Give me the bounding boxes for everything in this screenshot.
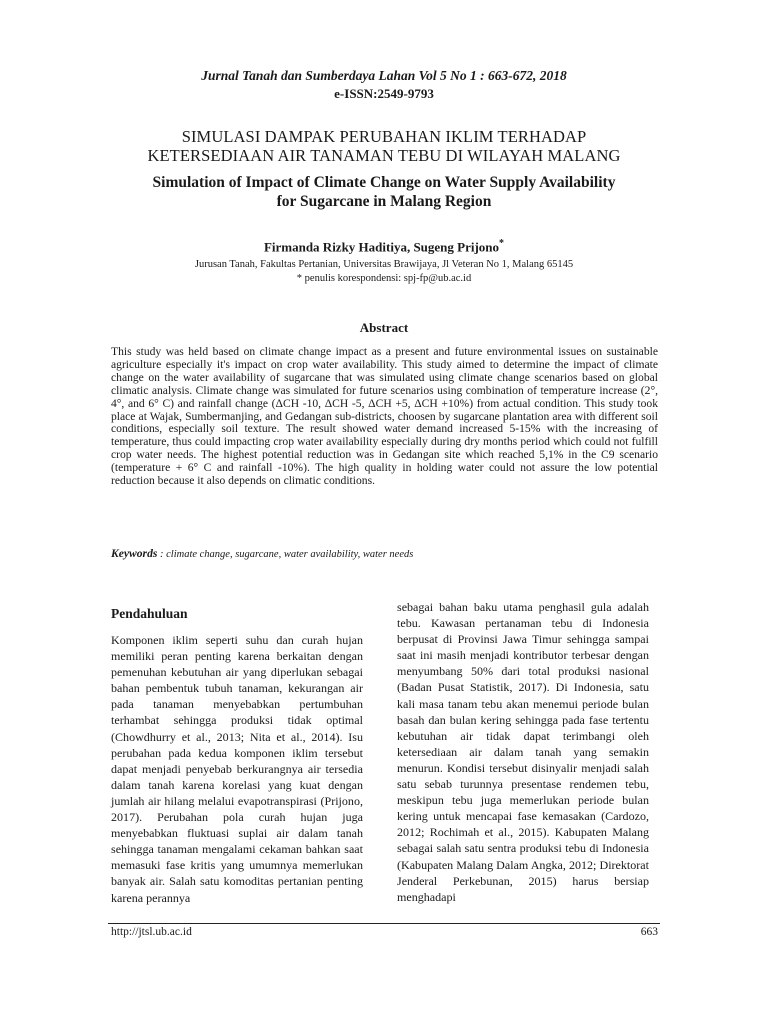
keywords-values: : climate change, sugarcane, water availability, water needs: [157, 549, 414, 560]
title-english-line-2: for Sugarcane in Malang Region: [276, 193, 492, 210]
author-names-text: Firmanda Rizky Haditiya, Sugeng Prijono: [263, 239, 500, 255]
title-english-line-1: Simulation of Impact of Climate Change on Water Supply Availability: [152, 174, 616, 191]
corresponding-marker: *: [499, 238, 505, 249]
title-indonesian-line-1: SIMULASI DAMPAK PERUBAHAN IKLIM TERHADAP: [181, 127, 587, 146]
abstract-text: This study was held based on climate change impact as a present and future environmental issues on sustainable agriculture especially it's impact on crop water availability. This study aimed to determine the impact of climate change on the water availability of sugarcane that was simulated using climate change scenarios based on global climatic analysis. Climate change was simulated for future scenarios using combination of temperature increase (2°, 4°, and 6° C) and rainfall change (ΔCH -10, ΔCH -5, ΔCH +5, ΔCH +10%) from actual condition. This study took place at Wajak, Sumbermanjing, and Gedangan sub-districts, choosen by sugarcane plantation area with different soil conditions, especially soil texture. The result showed water demand increased 5-15% with the increasing of temperature, thus could impacting crop water availability especially during dry months period which could not fulfill crop water needs. The highest potential reduction was in Gedangan site which reached 5,1% in the C9 scenario (temperature + 6° C and rainfall -10%). The high quality in holding water could not assure the low potential reduction because it also depends on climatic conditions.: [111, 345, 658, 488]
issn: e-ISSN:2549-9793: [334, 86, 434, 101]
section-heading-pendahuluan: Pendahuluan: [111, 606, 188, 621]
author-names: [0, 238, 768, 255]
keywords-line: [111, 547, 658, 560]
journal-citation: Jurnal Tanah dan Sumberdaya Lahan Vol 5 No 1 : 663-672, 2018: [201, 68, 567, 83]
body-left-column: Komponen iklim seperti suhu dan curah hujan memiliki peran penting karena berkaitan dengan pemenuhan kebutuhan air yang diperlukan sebagai bahan pembentuk tubuh tanaman, kekurangan air pada tanaman menyebabkan pertumbuhan terhambat sehingga produksi tidak optimal (Chowdhurry et al., 2013; Nita et al., 2014). Isu perubahan pada kedua komponen iklim tersebut dapat menjadi penyebab berkurangnya air tersedia dalam tanah karena korelasi yang kuat dengan jumlah air hilang melalui evapotranspirasi (Prijono, 2017). Perubahan pola curah hujan juga menyebabkan fluktuasi suplai air dalam tanah sehingga tanaman mengalami cekaman bahkan saat memasuki fase kritis yang umumnya memerlukan banyak air. Salah satu komoditas pertanian penting karena perannya: [111, 633, 363, 905]
correspondence-email: * penulis korespondensi: spj-fp@ub.ac.id: [296, 273, 472, 284]
keywords-label: Keywords: [111, 547, 158, 560]
page-number: 663: [640, 926, 658, 938]
footer-divider: [108, 923, 660, 924]
abstract-heading: Abstract: [359, 320, 409, 335]
footer-url[interactable]: http://jtsl.ub.ac.id: [111, 926, 192, 938]
affiliation: Jurusan Tanah, Fakultas Pertanian, Universitas Brawijaya, Jl Veteran No 1, Malang 65145: [194, 259, 574, 270]
body-right-column: sebagai bahan baku utama penghasil gula adalah tebu. Kawasan pertanaman tebu di Indonesia berpusat di Provinsi Jawa Timur sehingga sampai saat ini masih menjadi kontributor terbesar dengan menyumbang 50% dari total produksi nasional (Badan Pusat Statistik, 2017). Di Indonesia, satu kali masa tanam tebu akan menemui periode bulan basah dan bulan kering sehingga pada fase tertentu kebutuhan air tidak dapat terimbangi oleh ketersediaan air dalam tanah yang semakin menurun. Kondisi tersebut disinyalir menjadi salah satu sebab turunnya presentase rendemen tebu, meskipun tebu juga memerlukan periode bulan kering untuk mencapai fase kemasakan (Cardozo, 2012; Rochimah et al., 2015). Kabupaten Malang sebagai salah satu sentra produksi tebu di Indonesia (Kabupaten Malang Dalam Angka, 2012; Direktorat Jenderal Perkebunan, 2015) harus bersiap menghadapi: [397, 600, 649, 904]
title-indonesian-line-2: KETERSEDIAAN AIR TANAMAN TEBU DI WILAYAH MALANG: [147, 146, 621, 165]
